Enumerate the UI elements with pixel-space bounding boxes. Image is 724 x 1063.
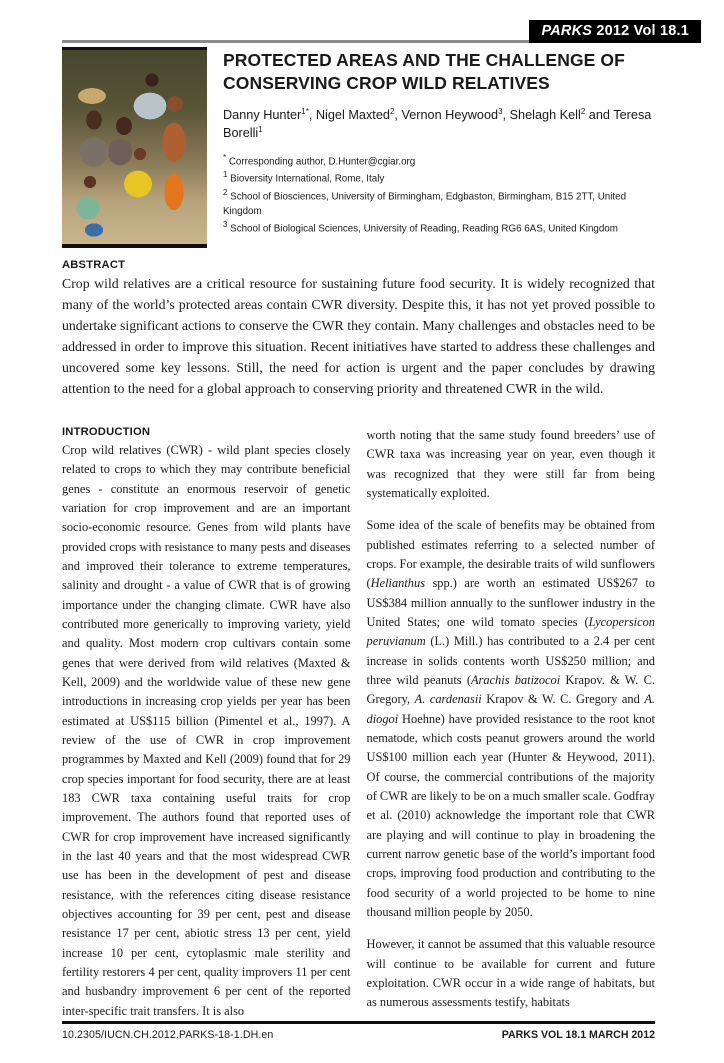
journal-issue-badge: [529, 20, 701, 43]
field-photo: [62, 47, 207, 248]
journal-name: PARKS: [541, 23, 593, 39]
introduction-heading: INTRODUCTION: [62, 425, 151, 438]
affiliation-text: Corresponding author, D.Hunter@cgiar.org: [226, 156, 416, 168]
footer-row: [62, 1024, 655, 1041]
abstract-heading: ABSTRACT: [62, 259, 126, 271]
affiliation-corresponding: [223, 152, 655, 169]
author-line: Danny Hunter$^{1*}$, Nigel Maxted$^2$, Vernon Heywood$^3$, Shelagh Kell$^2$ and Teresa Borelli$^1$: [223, 106, 652, 141]
journal-volume-text: PARKS VOL 18.1 MARCH 2012: [501, 1029, 655, 1042]
affiliation-marker: 3: [223, 220, 228, 230]
introduction-paragraph: Crop wild relatives (CWR) - wild plant species closely related to crops to which they may contribute beneficial genes - constitute an enormous reservoir of genetic variation for crop improvement and are an important socio-economic resource. Genes from wild plants have provided crops with resistance to many pests and diseases and improved their tolerance to extreme temperatures, salinity and drought - a value of CWR that is of growing importance under the changing climate. CWR have also contributed more generically to improving variety, yield and quality. Most modern crop cultivars contain some genes that were derived from wild relatives (Maxted & Kell, 2009) and the worldwide value of these new gene introductions in increasing crop yields per year has been estimated at US$115 billion (Pimentel et al., 1997). A review of the use of CWR in crop improvement programmes by Maxted and Kell (2009) found that for 29 crop species important for food security, there are at least 183 CWR taxa containing useful traits for crop improvement. The authors found that reported uses of CWR for crop improvement have increased significantly in the last 40 years and that the most widespread CWR use has been in the development of pest and disease resistance, with the references citing disease resistance objectives accounting for 39 per cent, pest and disease resistance 17 per cent, abiotic stress 13 per cent, yield increase 10 per cent, cytoplasmic male sterility and fertility restorers 4 per cent, quality improvers 11 per cent and husbandry improvement 6 per cent of the reported inter-specific trait transfers. It is also: [62, 442, 351, 1018]
affiliation-marker: 2: [223, 187, 228, 197]
doi-text: 10.2305/IUCN.CH.2012.PARKS-18-1.DH.en: [62, 1029, 274, 1042]
header-rule: [62, 23, 689, 43]
page-title: PROTECTED AREAS AND THE CHALLENGE OF CONSERVING CROP WILD RELATIVES: [223, 50, 625, 93]
affiliation-marker: *: [223, 152, 227, 162]
affiliation-text: School of Biosciences, University of Birmingham, Edgbaston, Birmingham, B15 2TT, United Kingdom: [223, 190, 627, 218]
abstract-section: [62, 259, 655, 400]
body-paragraph: worth noting that the same study found breeders’ use of CWR taxa was increasing year on year, even though it was recognized that they were still far from being systematically exploited.: [366, 427, 655, 500]
body-paragraph: However, it cannot be assumed that this valuable resource will continue to be available for current and future exploitation. CWR occur in a wide range of habitats, but as numerous assessments testify, habitats: [366, 937, 655, 1010]
affiliations: [223, 152, 655, 237]
title-block: [207, 47, 655, 237]
page-footer: [62, 1021, 655, 1063]
affiliation-3: [223, 219, 655, 236]
abstract-text: Crop wild relatives are a critical resource for sustaining future food security. It is widely recognized that many of the world’s protected areas contain CWR diversity. Despite this, it has not yet proved possible to undertake significant actions to conserve the CWR they contain. Many challenges and obstacles need to be addressed in order to improve this situation. Recent initiatives have started to address these challenges and uncovered some key lessons. Still, the need for action is urgent and the paper concludes by drawing attention to the need for a global approach to conserving priority and threatened CWR in the wild.: [62, 276, 655, 396]
issue-label: 2012 Vol 18.1: [592, 23, 689, 39]
body-paragraph: Some idea of the scale of benefits may be obtained from published estimates referring to a selected number of crops. For example, the desirable traits of wild sunflowers (Helianthus spp.) are worth an estimated US$267 to US$384 million annually to the sunflower industry in the United States; one wild tomato species (Lycopersicon peruvianum (L.) Mill.) has contributed to a 2.4 per cent increase in solids contents worth US$250 million; and three wild peanuts (Arachis batizocoi Krapov. & W. C. Gregory, A. cardenasii Krapov & W. C. Gregory and A. diogoi Hoehne) have provided resistance to the root knot nematode, which costs peanut growers around the world US$100 million each year (Hunter & Heywood, 2011). Of course, the commercial contributions of the majority of CWR are likely to be on a much smaller scale. Godfray et al. (2010) acknowledge the important role that CWR are playing and will continue to play in broadening the current narrow genetic base of the world’s important food crops, improving food production and contributing to the food security of a world projected to be home to nine thousand million people by 2050.: [366, 518, 656, 920]
right-column: [367, 426, 656, 1021]
affiliation-text: School of Biological Sciences, University of Reading, Reading RG6 6AS, United Kingdom: [227, 223, 618, 235]
masthead: [62, 47, 655, 248]
affiliation-text: Bioversity International, Rome, Italy: [227, 173, 385, 185]
affiliation-marker: 1: [223, 170, 228, 180]
left-column: [62, 426, 351, 1021]
introduction-columns: [62, 426, 655, 1021]
affiliation-1: [223, 169, 655, 186]
affiliation-2: [223, 187, 655, 220]
